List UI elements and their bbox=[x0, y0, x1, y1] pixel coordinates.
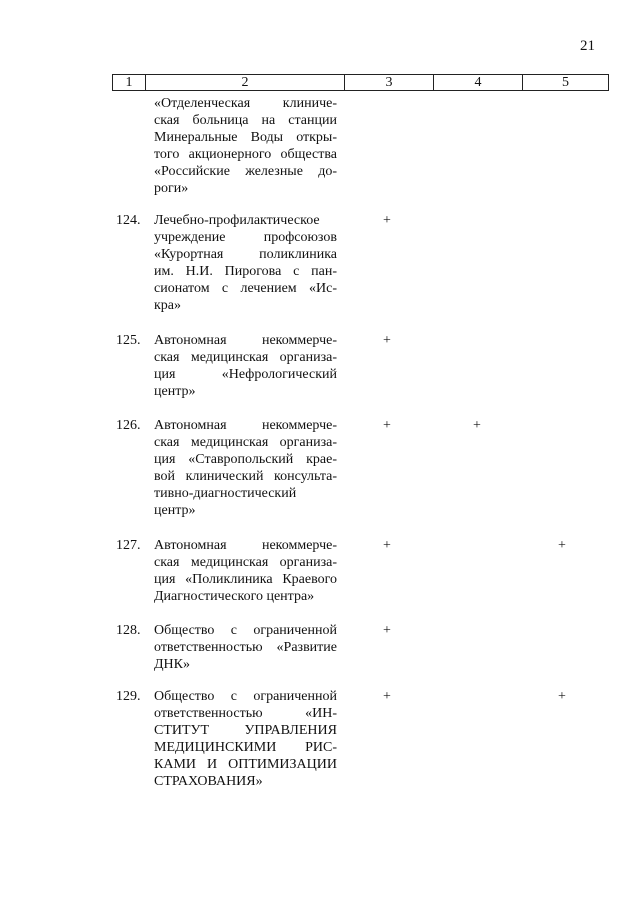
mark-column-3: + bbox=[383, 689, 391, 704]
column-header-5: 5 bbox=[523, 75, 609, 91]
organization-name bbox=[154, 95, 337, 197]
column-header-table bbox=[112, 74, 609, 91]
organization-name-line: ская больница на станции bbox=[154, 113, 337, 128]
column-header-row bbox=[113, 75, 609, 91]
mark-column-3: + bbox=[383, 213, 391, 228]
organization-name-line: «Отделенческая клиниче- bbox=[154, 96, 337, 111]
row-number: 126. bbox=[116, 418, 141, 433]
organization-name bbox=[154, 688, 337, 790]
organization-name bbox=[154, 212, 337, 314]
organization-name-line: ская медицинская организа- bbox=[154, 435, 337, 450]
organization-name-line: «Российские железные до- bbox=[154, 164, 337, 179]
organization-name-line: СТРАХОВАНИЯ» bbox=[154, 774, 263, 789]
organization-name-line: учреждение профсоюзов bbox=[154, 230, 337, 245]
row-number: 129. bbox=[116, 689, 141, 704]
organization-name-line: того акционерного общества bbox=[154, 147, 337, 162]
organization-name-line: ция «Поликлиника Краевого bbox=[154, 572, 337, 587]
organization-name-line: ответственностью «ИН- bbox=[154, 706, 337, 721]
organization-name-line: Автономная некоммерче- bbox=[154, 333, 337, 348]
organization-name-line: ция «Нефрологический bbox=[154, 367, 337, 382]
organization-name-line: Автономная некоммерче- bbox=[154, 538, 337, 553]
organization-name-line: Минеральные Воды откры- bbox=[154, 130, 337, 145]
row-number: 124. bbox=[116, 213, 141, 228]
column-header-4: 4 bbox=[434, 75, 523, 91]
organization-name bbox=[154, 537, 337, 605]
row-number: 128. bbox=[116, 623, 141, 638]
mark-column-5: + bbox=[558, 538, 566, 553]
organization-name-line: МЕДИЦИНСКИМИ РИС- bbox=[154, 740, 337, 755]
organization-name-line: Автономная некоммерче- bbox=[154, 418, 337, 433]
organization-name-line: ская медицинская организа- bbox=[154, 350, 337, 365]
organization-name-line: Лечебно-профилактическое bbox=[154, 213, 320, 228]
mark-column-3: + bbox=[383, 623, 391, 638]
organization-name-line: СТИТУТ УПРАВЛЕНИЯ bbox=[154, 723, 337, 738]
organization-name-line: вой клинический консульта- bbox=[154, 469, 337, 484]
organization-name-line: роги» bbox=[154, 181, 189, 196]
row-number: 125. bbox=[116, 333, 141, 348]
mark-column-4: + bbox=[473, 418, 481, 433]
organization-name-line: ция «Ставропольский крае- bbox=[154, 452, 337, 467]
organization-name-line: Общество с ограниченной bbox=[154, 623, 337, 638]
organization-name-line: ская медицинская организа- bbox=[154, 555, 337, 570]
row-number: 127. bbox=[116, 538, 141, 553]
organization-name bbox=[154, 332, 337, 400]
mark-column-3: + bbox=[383, 333, 391, 348]
column-header-2: 2 bbox=[146, 75, 345, 91]
organization-name-line: центр» bbox=[154, 384, 196, 399]
organization-name-line: тивно-диагностический bbox=[154, 486, 297, 501]
organization-name-line: центр» bbox=[154, 503, 196, 518]
organization-name bbox=[154, 622, 337, 673]
page-number: 21 bbox=[580, 38, 595, 54]
organization-name-line: Диагностического центра» bbox=[154, 589, 315, 604]
organization-name bbox=[154, 417, 337, 519]
mark-column-3: + bbox=[383, 418, 391, 433]
organization-name-line: КАМИ И ОПТИМИЗАЦИИ bbox=[154, 757, 337, 772]
organization-name-line: Общество с ограниченной bbox=[154, 689, 337, 704]
organization-name-line: ДНК» bbox=[154, 657, 190, 672]
organization-name-line: им. Н.И. Пирогова с пан- bbox=[154, 264, 337, 279]
column-header-1: 1 bbox=[113, 75, 146, 91]
organization-name-line: «Курортная поликлиника bbox=[154, 247, 337, 262]
organization-name-line: кра» bbox=[154, 298, 182, 313]
mark-column-5: + bbox=[558, 689, 566, 704]
mark-column-3: + bbox=[383, 538, 391, 553]
column-header-3: 3 bbox=[345, 75, 434, 91]
organization-name-line: сионатом с лечением «Ис- bbox=[154, 281, 337, 296]
organization-name-line: ответственностью «Развитие bbox=[154, 640, 337, 655]
